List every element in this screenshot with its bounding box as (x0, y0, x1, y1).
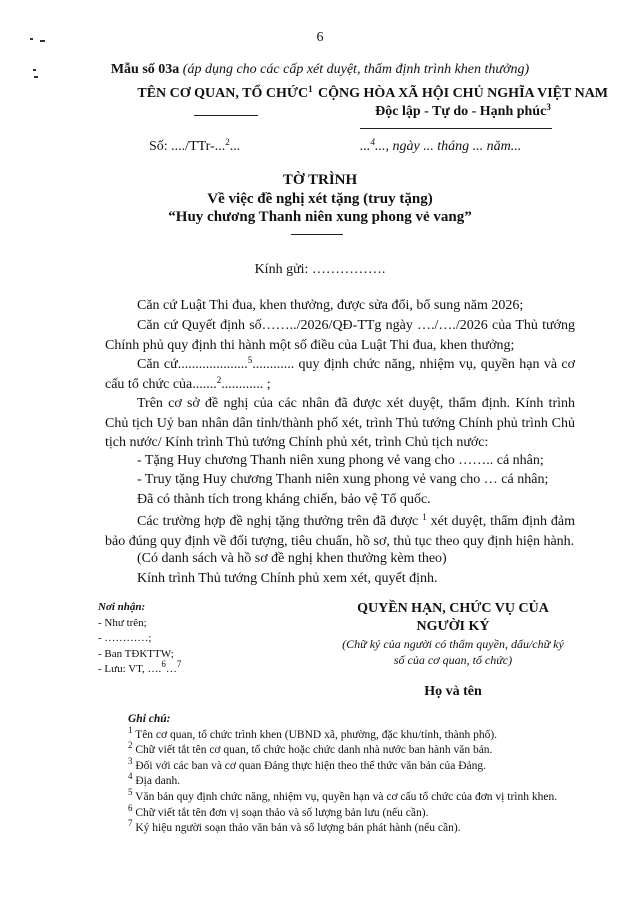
recipients-label: Nơi nhận: (98, 601, 146, 613)
footnote-text: Văn bản quy định chức năng, nhiệm vụ, quyền hạn và cơ cấu tổ chức của đơn vị trình khen. (135, 790, 558, 803)
footnote-ref: 1 (422, 512, 427, 522)
footnote-item (128, 786, 598, 806)
text: ............ ; (221, 376, 271, 392)
paragraph-legal-basis-2: Căn cứ Quyết định số……../2026/QĐ-TTg ngày …./…./2026 của Thủ tướng Chính phủ quy định thi hành một số điều của Luật Thi đua, khen thưởng; (105, 318, 575, 353)
footnote-number: 5 (128, 786, 133, 797)
text: Căn cứ.................... (137, 357, 248, 372)
document-number (149, 139, 240, 155)
recipient-item: - Ban TĐKTTW; (98, 647, 174, 660)
text: Các trường hợp đề nghị tặng thưởng trên đã được (137, 514, 419, 529)
date-prefix: ... (360, 139, 371, 154)
footnote-text: Chữ viết tắt tên đơn vị soạn thảo và số lượng bản lưu (nếu cần). (135, 806, 429, 819)
footnote-item (128, 802, 598, 822)
footnote-item (128, 771, 598, 790)
footnote-ref: 3 (546, 102, 551, 112)
form-code: Mẫu số 03a (110, 62, 180, 77)
number-text: Số: ..../TTr-... (149, 139, 226, 154)
recipient-item (98, 659, 298, 678)
text: - Lưu: VT, …. (98, 663, 162, 675)
recipients (98, 600, 298, 678)
footnote-item (128, 755, 598, 775)
footnote-ref: 7 (176, 659, 182, 669)
greeting: Kính gửi: ……………. (254, 262, 386, 277)
footnote-text: Đối với các ban và cơ quan Đảng thực hiện theo thể thức văn bản của Đảng. (135, 759, 487, 772)
recipient-item: - …………; (98, 632, 152, 644)
paragraph-proposal: Trên cơ sở đề nghị của các nhân đã được xét duyệt, thẩm định. Kính trình Chủ tịch Uỷ ban nhân dân tỉnh/thành phố xét, trình Thủ tướng Chính phủ trình Chủ tịch nước/ Kính trình Thủ tướng Chính phủ xét, trình Chủ tịch nước: (105, 396, 575, 451)
footnotes (128, 712, 598, 837)
org-name (120, 86, 330, 102)
signature-note: (Chữ ký của người có thẩm quyền, dấu/chữ ký số của cơ quan, tổ chức) (342, 637, 564, 667)
title-underline (291, 234, 343, 235)
text: xét duyệt, thẩm định đảm bảo đúng quy định về đối tượng, tiêu chuẩn, hồ sơ, thủ tục theo quy định hiện hành. (105, 514, 576, 549)
footnote-text: Tên cơ quan, tổ chức trình khen (UBND xã, phường, đặc khu/tỉnh, thành phố). (135, 728, 498, 741)
footnote-item (128, 724, 598, 744)
paragraph-legal-basis-3 (105, 355, 575, 394)
footnote-text: Địa danh. (135, 775, 181, 788)
paragraph-attachment: (Có danh sách và hồ sơ đề nghị khen thưởng kèm theo) (137, 551, 447, 566)
text: … (165, 663, 177, 675)
recipient-item: - Như trên; (98, 616, 147, 629)
page-number: 6 (316, 30, 324, 45)
org-name-text: TÊN CƠ QUAN, TỔ CHỨC (137, 86, 309, 101)
footnote-ref: 1 (308, 84, 313, 94)
footnote-text: Ký hiệu người soạn thảo văn bản và số lượng bản phát hành (nếu cần). (135, 822, 461, 835)
footnote-ref: 5 (247, 355, 253, 365)
footnote-ref: 2 (216, 374, 222, 385)
signer-title: QUYỀN HẠN, CHỨC VỤ CỦA NGƯỜI KÝ (357, 601, 549, 634)
signer-name: Họ và tên (424, 684, 482, 699)
document-subject: Về việc đề nghị xét tặng (truy tặng) (207, 191, 433, 207)
document-type: TỜ TRÌNH (282, 172, 358, 188)
motto-text: Độc lập - Tự do - Hạnh phúc (375, 104, 547, 119)
footnote-item (128, 818, 598, 837)
date-text: ..., ngày ... tháng ... năm... (375, 139, 522, 154)
footnote-number: 6 (128, 802, 133, 813)
org-underline (194, 115, 258, 116)
bullet-award: - Tặng Huy chương Thanh niên xung phong vẻ vang cho …….. cá nhân; (137, 453, 544, 468)
footnote-ref: 2 (225, 137, 230, 147)
paragraph-achievement: Đã có thành tích trong kháng chiến, bảo vệ Tổ quốc. (137, 492, 431, 507)
republic-heading: CỘNG HÒA XÃ HỘI CHỦ NGHĨA VIỆT NAM (318, 86, 609, 101)
number-suffix: ... (229, 139, 241, 154)
footnote-ref: 6 (161, 659, 166, 669)
place-date (360, 139, 521, 155)
footnote-number: 3 (128, 755, 133, 766)
footnote-item (128, 740, 598, 759)
footnote-ref: 4 (370, 137, 375, 147)
footnote-number: 1 (128, 724, 133, 735)
form-scope: (áp dụng cho các cấp xét duyệt, thẩm định trình khen thưởng) (182, 62, 530, 77)
award-name: “Huy chương Thanh niên xung phong vẻ vang” (168, 209, 472, 225)
form-title (0, 62, 640, 78)
footnote-number: 7 (128, 818, 133, 829)
paragraph-legal-basis-1: Căn cứ Luật Thi đua, khen thưởng, được sửa đổi, bổ sung năm 2026; (137, 298, 524, 313)
motto-underline (360, 128, 552, 129)
notes-label: Ghi chú: (128, 713, 171, 725)
paragraph-verification (105, 512, 575, 551)
text: ............ quy định chức năng, nhiệm vụ, quyền hạn và cơ cấu tổ chức của....... (105, 357, 575, 392)
bullet-posthumous: - Truy tặng Huy chương Thanh niên xung phong vẻ vang cho … cá nhân; (137, 472, 549, 487)
footnote-text: Chữ viết tắt tên cơ quan, tổ chức hoặc chức danh nhà nước ban hành văn bản. (135, 744, 493, 757)
paragraph-closing: Kính trình Thủ tướng Chính phủ xem xét, quyết định. (137, 571, 438, 586)
footnote-number: 4 (128, 771, 133, 782)
footnote-number: 2 (128, 740, 133, 751)
motto (318, 104, 608, 120)
